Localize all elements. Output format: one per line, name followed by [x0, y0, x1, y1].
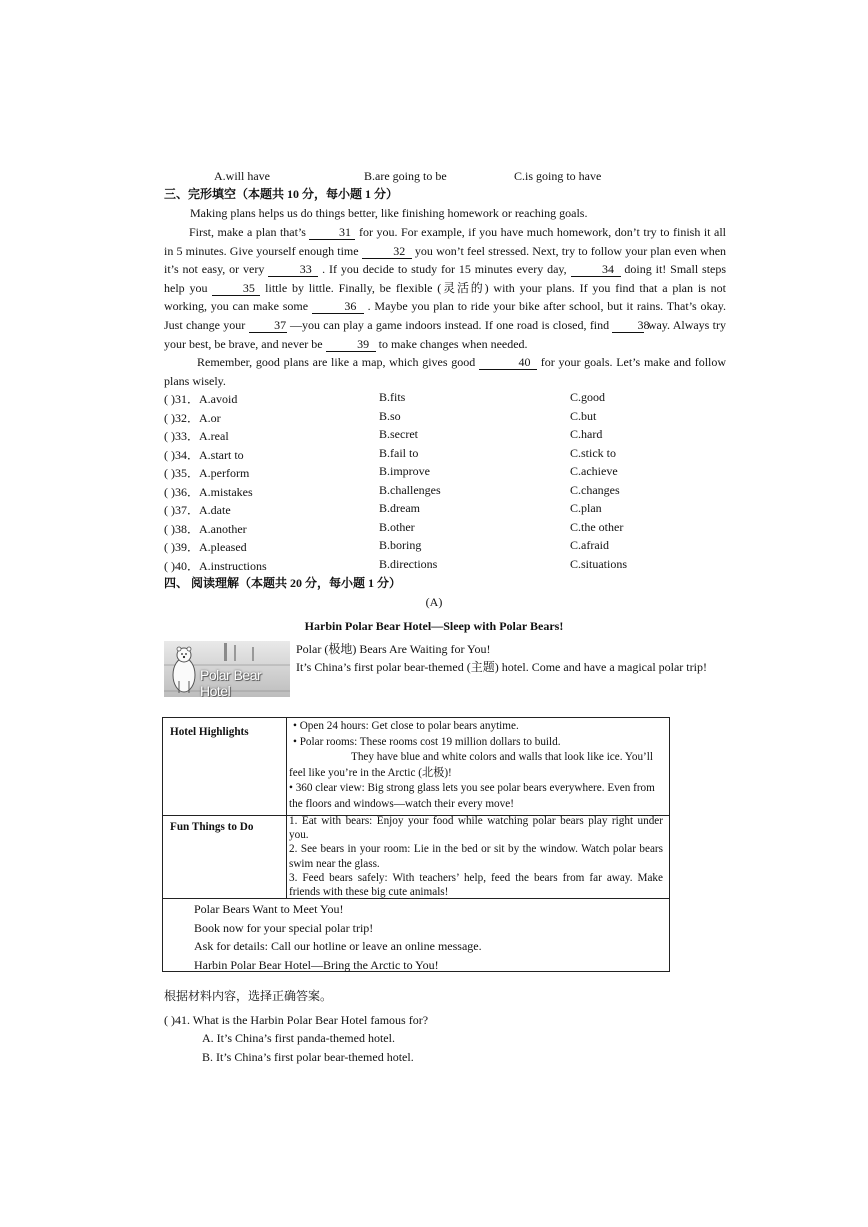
option-c: C.situations: [570, 557, 628, 571]
question-33: [164, 427, 229, 444]
option-c: C.good: [570, 390, 606, 404]
option-a: A.real: [199, 429, 229, 443]
passage-title: Harbin Polar Bear Hotel—Sleep with Polar Bears!: [304, 619, 564, 633]
cloze-text: . Maybe you plan to ride your bike after school, but it rains. That’s okay. Just change your: [164, 299, 727, 332]
question-number: ( )31．: [164, 392, 199, 406]
blank-33: 33: [268, 262, 318, 277]
cloze-paragraph-3: [164, 353, 726, 390]
question-number: ( )33．: [164, 429, 199, 443]
question-34: [164, 446, 244, 463]
question-number: ( )32．: [164, 411, 199, 425]
option-c: C.stick to: [570, 446, 617, 460]
option-c: C.achieve: [570, 464, 618, 478]
footer-line: Book now for your special polar trip!: [194, 920, 374, 935]
option-b: B.so: [379, 409, 401, 423]
blank-40: 40: [479, 355, 537, 370]
highlights-header: Hotel Highlights: [170, 726, 249, 738]
option-a: A.perform: [199, 466, 250, 480]
option-b: B.challenges: [379, 483, 441, 497]
question-40: [164, 557, 267, 574]
highlight-item: • Polar rooms: These rooms cost 19 million dollars to build.: [293, 735, 561, 748]
section3-heading: 三、完形填空（本题共 10 分，每小题 1 分）: [164, 187, 399, 201]
question-number: ( )40．: [164, 559, 199, 573]
option-c: C.afraid: [570, 538, 609, 552]
intro-line-2: It’s China’s first polar bear-themed (主题) hotel. Come and have a magical polar trip!: [296, 660, 707, 674]
question-35: [164, 464, 249, 481]
option-a: A.date: [199, 503, 231, 517]
table-divider: [286, 718, 287, 899]
option-a: A.pleased: [199, 540, 247, 554]
option-a: A.another: [199, 522, 247, 536]
highlight-item: • 360 clear view: Big strong glass lets you see polar bears everywhere. Even from the floors and windows—watch their every move!: [289, 782, 655, 810]
question-number: ( )35．: [164, 466, 199, 480]
option-a: A.or: [199, 411, 221, 425]
option-c: C.changes: [570, 483, 620, 497]
fun-things-content: [289, 814, 663, 899]
question-36: [164, 483, 253, 500]
question-41-stem: ( )41. What is the Harbin Polar Bear Hotel famous for?: [164, 1013, 429, 1027]
part-label: (A): [425, 595, 443, 609]
blank-36: 36: [312, 299, 364, 314]
question-number: ( )34．: [164, 448, 199, 462]
option-c: C.but: [570, 409, 597, 423]
blank-31: 31: [309, 225, 355, 240]
option-b: B.dream: [379, 501, 420, 515]
prev-option-c: C.is going to have: [514, 169, 602, 183]
option-c: C.plan: [570, 501, 602, 515]
cloze-text: Remember, good plans are like a map, which gives good: [197, 355, 476, 369]
option-b: B.fits: [379, 390, 406, 404]
option-a: A.mistakes: [199, 485, 253, 499]
option-c: C.hard: [570, 427, 603, 441]
fun-things-header: Fun Things to Do: [170, 821, 254, 833]
option-b: B.secret: [379, 427, 418, 441]
cloze-text: doing it! Small steps help you: [164, 262, 727, 295]
highlight-item: • Open 24 hours: Get close to polar bears anytime.: [293, 720, 519, 732]
cloze-text: way. Always try your best, be brave, and never be: [164, 317, 727, 351]
question-37: [164, 501, 231, 518]
blank-35: 35: [212, 281, 260, 296]
option-b: B.boring: [379, 538, 422, 552]
cloze-paragraph-2: [164, 223, 726, 353]
option-a: A.start to: [199, 448, 244, 462]
intro-line-1: Polar (极地) Bears Are Waiting for You!: [296, 642, 491, 656]
table-footer: [194, 900, 482, 974]
cloze-text: —you can play a game indoors instead. If one road is closed, find: [289, 317, 610, 332]
question-number: ( )36．: [164, 485, 199, 499]
cloze-text: little by little. Finally, be flexible (灵活的) with your plans. If you find that a plan is not working, you can make some: [164, 280, 726, 314]
hotel-info-table: [162, 717, 670, 972]
instruction: 根据材料内容，选择正确答案。: [164, 989, 333, 1003]
fun-item: 1. Eat with bears: Enjoy your food while watching polar bears play right under you.: [289, 815, 663, 842]
question-38: [164, 520, 247, 537]
option-b: B.other: [379, 520, 415, 534]
blank-32: 32: [362, 244, 412, 259]
hotel-logo-image: [164, 641, 290, 697]
blank-34: 34: [571, 262, 621, 277]
option-b: B.fail to: [379, 446, 419, 460]
question-number: ( )38．: [164, 522, 199, 536]
highlight-item: They have blue and white colors and walls that look like ice. You’ll feel like you’re in the Arctic (北极)!: [289, 751, 653, 779]
question-41-option-a: A. It’s China’s first panda-themed hotel.: [202, 1031, 395, 1045]
cloze-text: you won’t feel stressed. Next, try to follow your plan even when it’s not easy, or very: [164, 243, 727, 277]
option-a: A.instructions: [199, 559, 267, 573]
footer-line: Polar Bears Want to Meet You!: [194, 902, 344, 916]
option-a: A.avoid: [199, 392, 238, 406]
section4-heading: 四、 阅读理解（本题共 20 分，每小题 1 分）: [164, 576, 402, 590]
cloze-text: for you. For example, if you have much homework, don’t try to finish it all in 5 minutes. Give yourself enough time: [164, 225, 727, 258]
footer-line: Ask for details: Call our hotline or leave an online message.: [194, 939, 482, 953]
highlights-content: [289, 719, 663, 813]
option-b: B.directions: [379, 557, 438, 571]
cloze-text: First, make a plan that’s: [189, 225, 306, 239]
blank-37: 37: [249, 318, 287, 333]
question-number: ( )37．: [164, 503, 199, 517]
cloze-text: . If you decide to study for 15 minutes every day,: [322, 262, 567, 277]
question-31: [164, 390, 237, 407]
question-32: [164, 409, 221, 426]
blank-38: 38: [612, 318, 644, 333]
fun-item: 2. See bears in your room: Lie in the bed or sit by the window. Watch polar bears swim near the glass.: [289, 843, 663, 870]
option-c: C.the other: [570, 520, 624, 534]
footer-line: Harbin Polar Bear Hotel—Bring the Arctic to You!: [194, 957, 439, 972]
prev-option-a: A.will have: [214, 169, 270, 183]
question-41-option-b: B. It’s China’s first polar bear-themed hotel.: [202, 1050, 414, 1064]
option-b: B.improve: [379, 464, 430, 478]
prev-option-b: B.are going to be: [364, 169, 447, 183]
cloze-text: for your goals. Let’s make and follow plans wisely.: [164, 355, 727, 388]
cloze-paragraph-1: Making plans helps us do things better, like finishing homework or reaching goals.: [190, 206, 588, 220]
question-number: ( )39．: [164, 540, 199, 554]
logo-text: Polar Bear Hotel: [200, 667, 262, 697]
cloze-text: to make changes when needed.: [378, 336, 528, 351]
question-39: [164, 538, 247, 555]
blank-39: 39: [326, 337, 376, 352]
fun-item: 3. Feed bears safely: With teachers’ help, feed the bears from far away. Make friends with these big cute animals!: [289, 871, 663, 899]
